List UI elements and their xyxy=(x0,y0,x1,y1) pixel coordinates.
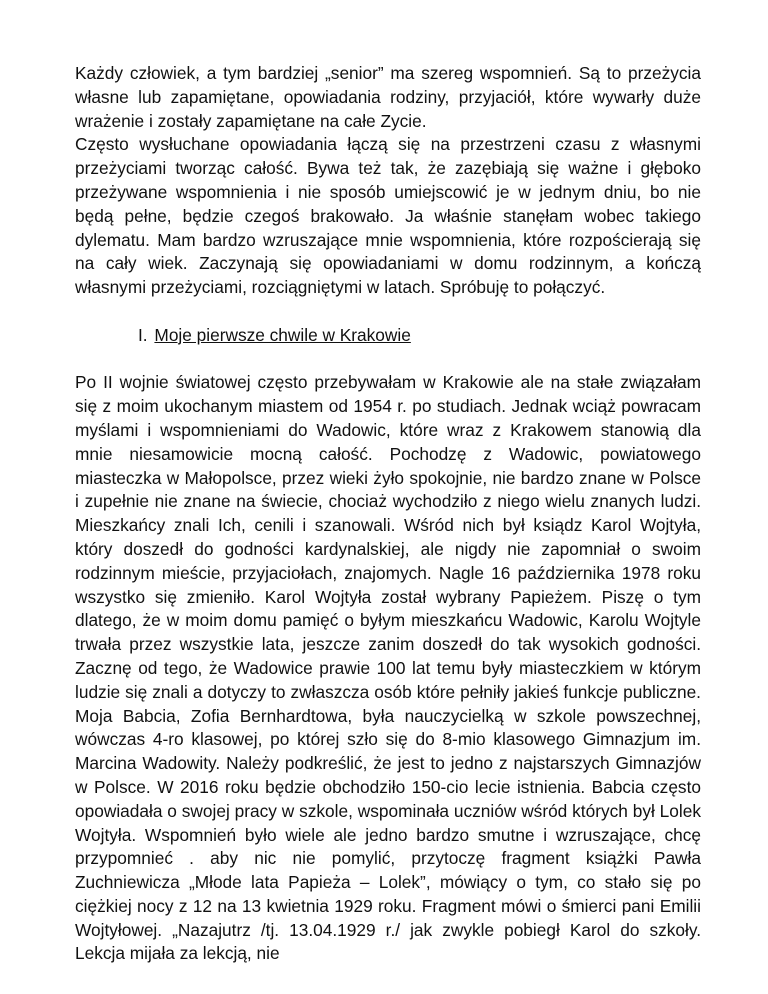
section-title: Moje pierwsze chwile w Krakowie xyxy=(154,324,411,345)
body-paragraph: Po II wojnie światowej często przebywałam w Krakowie ale na stałe związałam się z moim ukochanym miastem od 1954 r. po studiach. Jednak wciąż powracam myślami i wspomnieniami do Wadowic, które wraz z Krakowem stanowią dla mnie niesamowicie mocną całość. Pochodzę z Wadowic, powiatowego miasteczka w Małopolsce, przez wieki żyło spokojnie, nie bardzo znane w Polsce i zupełnie nie znane na świecie, chociaż wychodziło z niego wielu znanych ludzi. Mieszkańcy znali Ich, cenili i szanowali. Wśród nich był ksiądz Karol Wojtyła, który doszedł do godności kardynalskiej, ale nigdy nie zapomniał o swoim rodzinnym mieście, przyjaciołach, znajomych. Nagle 16 października 1978 roku wszystko się zmieniło. Karol Wojtyła został wybrany Papieżem. Piszę o tym dlatego, że w moim domu pamięć o byłym mieszkańcu Wadowic, Karolu Wojtyle trwała przez wszystkie lata, jeszcze zanim doszedł do tak wysokich godności. Zacznę od tego, że Wadowice prawie 100 lat temu były miasteczkiem w którym ludzie się znali a dotyczy to zwłaszcza osób które pełniły jakieś funkcje publiczne. Moja Babcia, Zofia Bernhardtowa, była nauczycielką w szkole powszechnej, wówczas 4-ro klasowej, po której szło się do 8-mio klasowego Gimnazjum im. Marcina Wadowity. Należy podkreślić, że jest to jedno z najstarszych Gimnazjów w Polsce. W 2016 roku będzie obchodziło 150-cio lecie istnienia. Babcia często opowiadała o swojej pracy w szkole, wspominała uczniów wśród których był Lolek Wojtyła. Wspomnień było wiele ale jedno bardzo smutne i wzruszające, chcę przypomnieć . aby nic nie pomylić, przytoczę fragment książki Pawła Zuchniewicza „Młode lata Papieża – Lolek”, mówiący o tym, co stało się po ciężkiej nocy z 12 na 13 kwietnia 1929 roku. Fragment mówi o śmierci pani Emilii Wojtyłowej. „Nazajutrz /tj. 13.04.1929 r./ jak zwykle pobiegł Karol do szkoły. Lekcja mijała za lekcją, nie xyxy=(75,372,701,964)
section-number: I. xyxy=(138,324,148,345)
intro-paragraph: Każdy człowiek, a tym bardziej „senior” ma szereg wspomnień. Są to przeżycia własne lub zapamiętane, opowiadania rodziny, przyjaciół, które wywarły duże wrażenie i zostały zapamiętane na całe Zycie. xyxy=(75,63,701,131)
section-heading xyxy=(75,324,701,348)
document-body xyxy=(75,62,701,966)
intro-paragraph: Często wysłuchane opowiadania łączą się na przestrzeni czasu z własnymi przeżyciami tworząc całość. Bywa też tak, że zazębiają się ważne i głęboko przeżywane wspomnienia i nie sposób umiejscowić je w jednym dniu, bo nie będą pełne, będzie czegoś brakowało. Ja właśnie stanęłam wobec takiego dylematu. Mam bardzo wzruszające mnie wspomnienia, które rozpościerają się na cały wiek. Zaczynają się opowiadaniami w domu rodzinnym, a kończą własnymi przeżyciami, rozciągniętymi w latach. Spróbuję to połączyć. xyxy=(75,134,701,298)
